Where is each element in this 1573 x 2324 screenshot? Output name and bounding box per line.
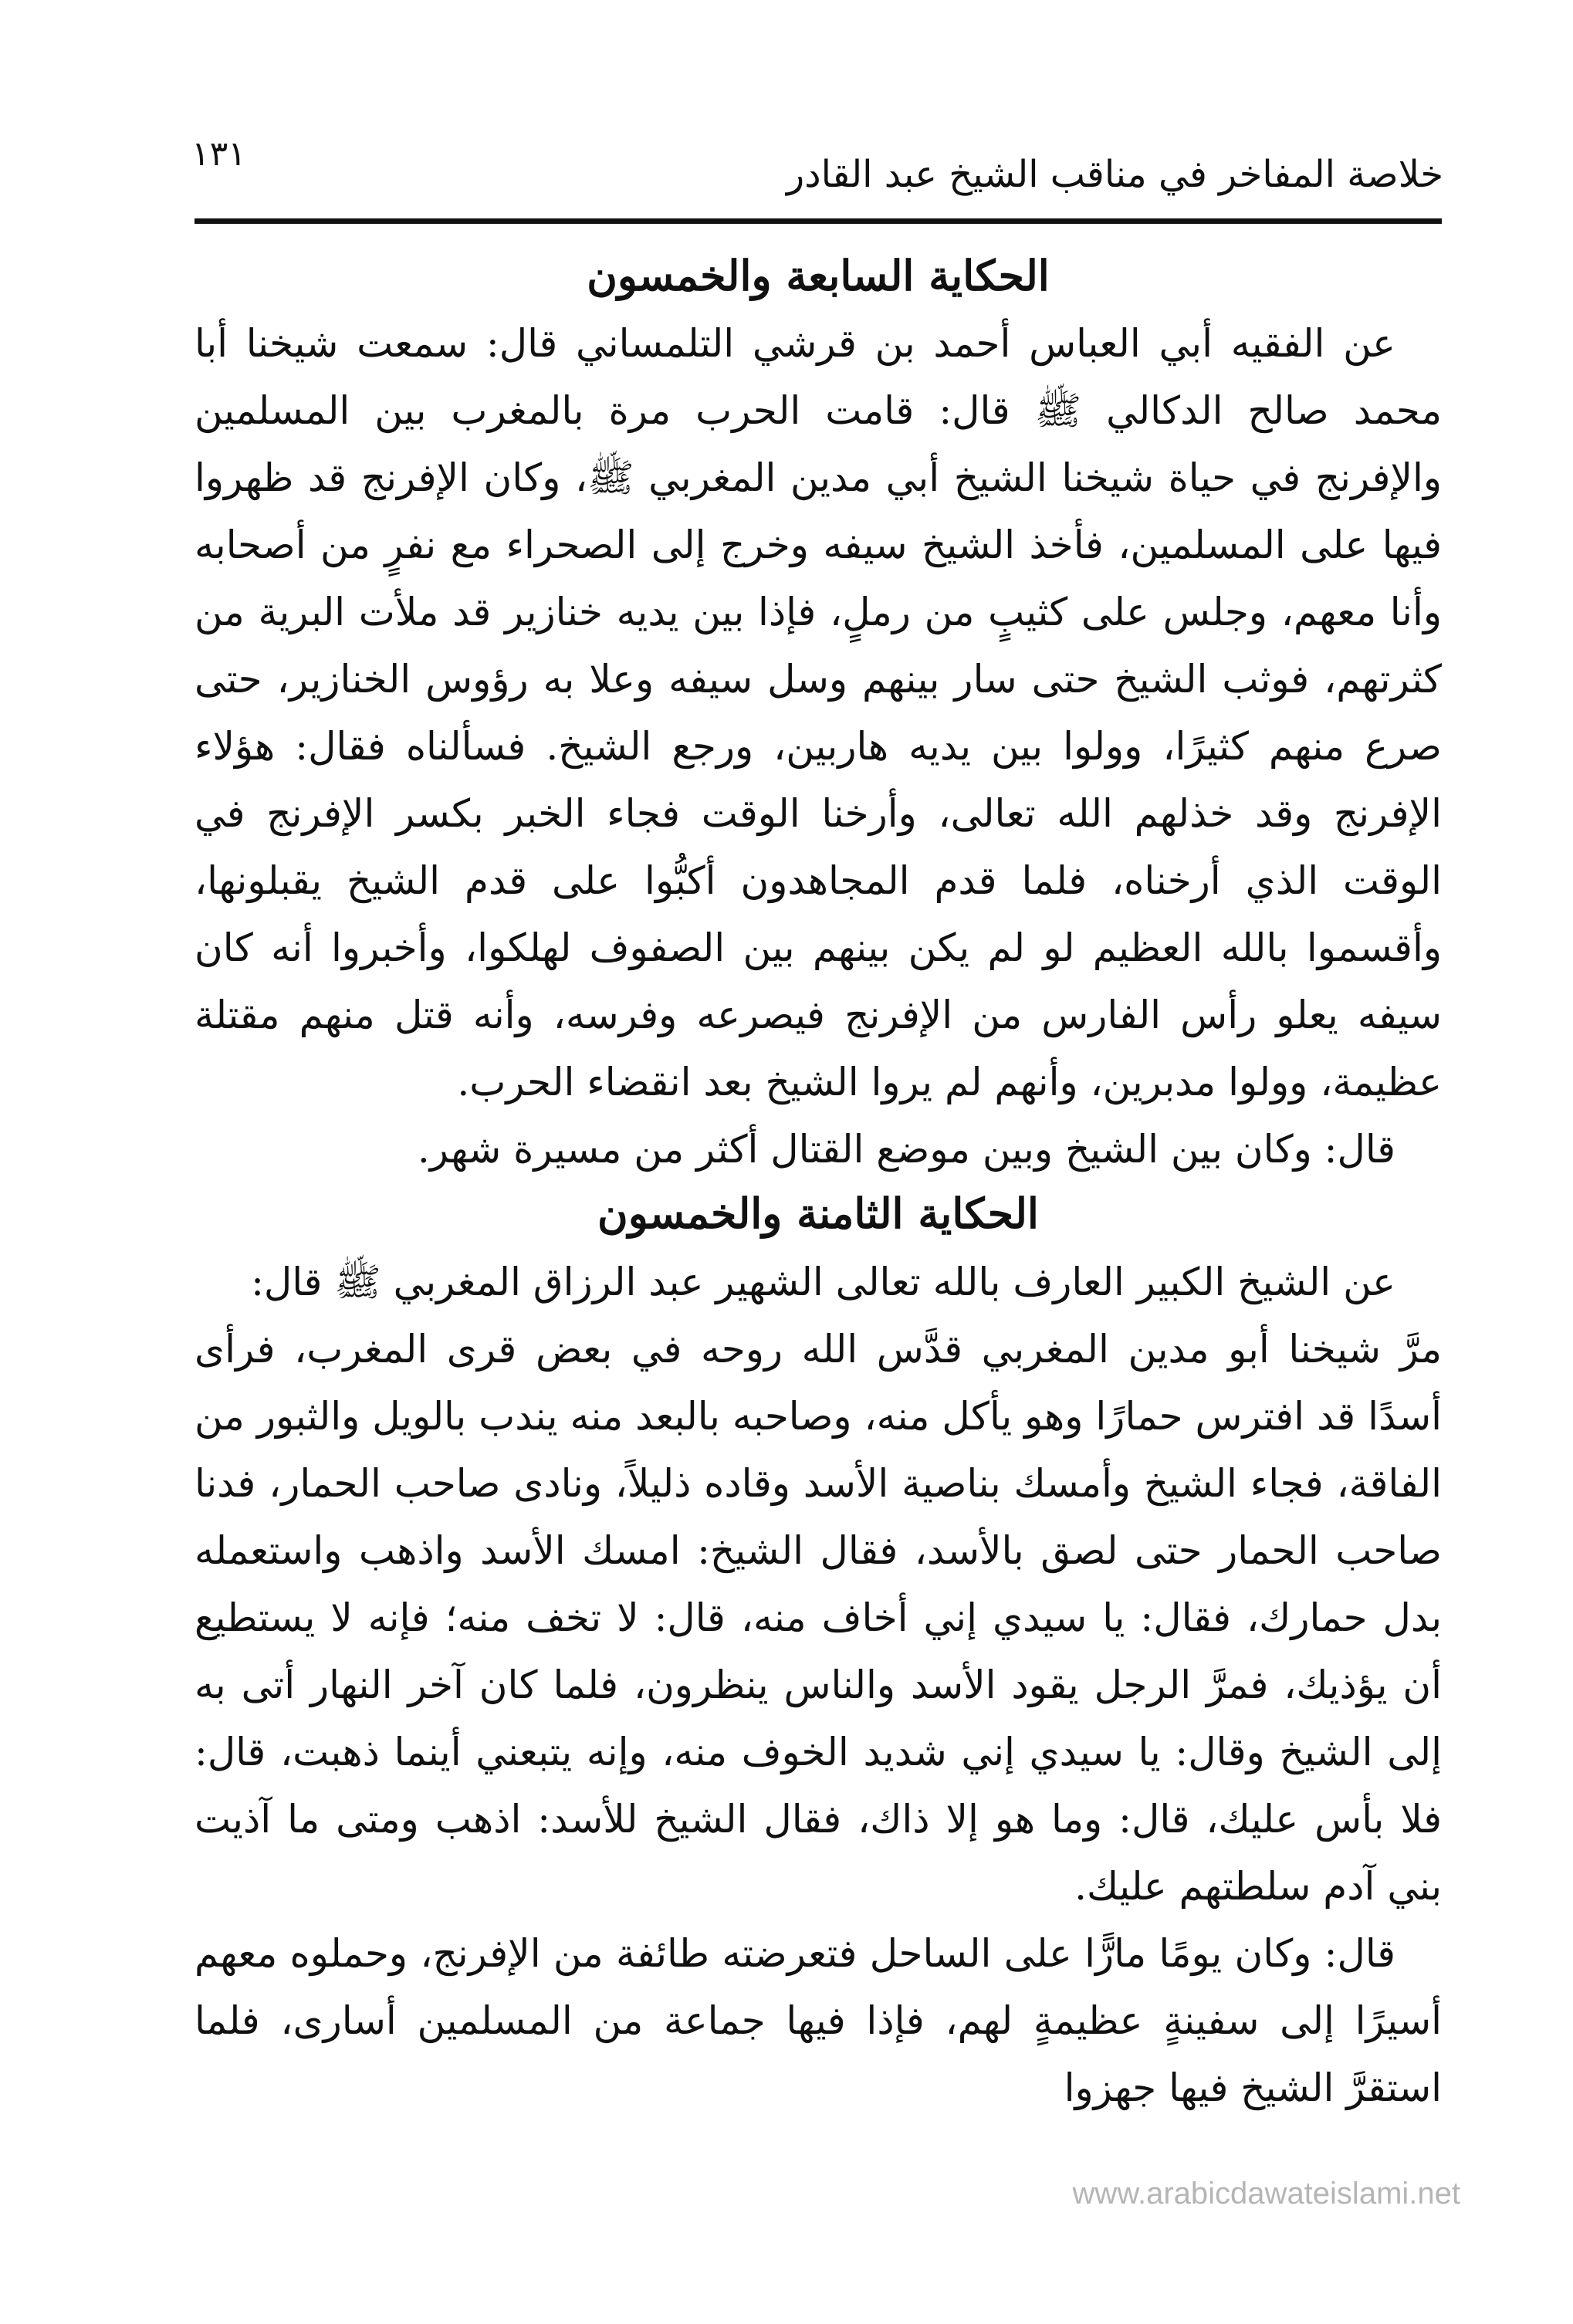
- paragraph: عن الفقيه أبي العباس أحمد بن قرشي التلمساني قال: سمعت شيخنا أبا محمد صالح الدكالي ﷺ قال: قامت الحرب مرة بالمغرب بين المسلمين والإفرنج في حياة شيخنا الشيخ أبي مدين المغربي ﷺ، وكان الإفرنج قد ظهروا فيها على المسلمين، فأخذ الشيخ سيفه وخرج إلى الصحراء مع نفرٍ من أصحابه وأنا معهم، وجلس على كثيبٍ من رملٍ، فإذا بين يديه خنازير قد ملأت البرية من كثرتهم، فوثب الشيخ حتى سار بينهم وسل سيفه وعلا به رؤوس الخنازير، حتى صرع منهم كثيرًا، وولوا بين يديه هاربين، ورجع الشيخ. فسألناه فقال: هؤلاء الإفرنج وقد خذلهم الله تعالى، وأرخنا الوقت فجاء الخبر بكسر الإفرنج في الوقت الذي أرخناه، فلما قدم المجاهدون أكبُّوا على قدم الشيخ يقبلونها، وأقسموا بالله العظيم لو لم يكن بينهم بين الصفوف لهلكوا، وأخبروا أنه كان سيفه يعلو رأس الفارس من الإفرنج فيصرعه وفرسه، وأنه قتل منهم مقتلة عظيمة، وولوا مدبرين، وأنهم لم يروا الشيخ بعد انقضاء الحرب.: [195, 321, 1442, 1105]
- paragraph: مرَّ شيخنا أبو مدين المغربي قدَّس الله روحه في بعض قرى المغرب، فرأى أسدًا قد افترس حمارًا وهو يأكل منه، وصاحبه بالبعد منه يندب بالويل والثبور من الفاقة، فجاء الشيخ وأمسك بناصية الأسد وقاده ذليلاً، ونادى صاحب الحمار، فدنا صاحب الحمار حتى لصق بالأسد، فقال الشيخ: امسك الأسد واذهب واستعمله بدل حمارك، فقال: يا سيدي إني أخاف منه، قال: لا تخف منه؛ فإنه لا يستطيع أن يؤذيك، فمرَّ الرجل يقود الأسد والناس ينظرون، فلما كان آخر النهار أتى به إلى الشيخ وقال: يا سيدي إني شديد الخوف منه، وإنه يتبعني أينما ذهبت، قال: فلا بأس عليك، قال: وما هو إلا ذاك، فقال الشيخ للأسد: اذهب ومتى ما آذيت بني آدم سلطتهم عليك.: [195, 1326, 1442, 1909]
- paragraph: قال: وكان بين الشيخ وبين موضع القتال أكثر من مسيرة شهر.: [417, 1127, 1395, 1172]
- running-head: خلاصة المفاخر في مناقب الشيخ عبد القادر: [786, 153, 1443, 196]
- page-body: [195, 245, 1442, 2122]
- page-number: ١٣١: [191, 134, 246, 174]
- paragraph: قال: وكان يومًا مارًّا على الساحل فتعرضته طائفة من الإفرنج، وحملوه معهم أسيرًا إلى سفينةٍ عظيمةٍ لهم، فإذا فيها جماعة من المسلمين أسارى، فلما استقرَّ الشيخ فيها جهزوا: [195, 1930, 1442, 2110]
- section-title: الحكاية السابعة والخمسون: [587, 251, 1050, 300]
- watermark-url: www.arabicdawateislami.net: [1072, 2177, 1460, 2211]
- paragraph: عن الشيخ الكبير العارف بالله تعالى الشهير عبد الرزاق المغربي ﷺ قال:: [251, 1259, 1395, 1304]
- section-title: الحكاية الثامنة والخمسون: [597, 1189, 1039, 1239]
- header-rule: [195, 218, 1442, 224]
